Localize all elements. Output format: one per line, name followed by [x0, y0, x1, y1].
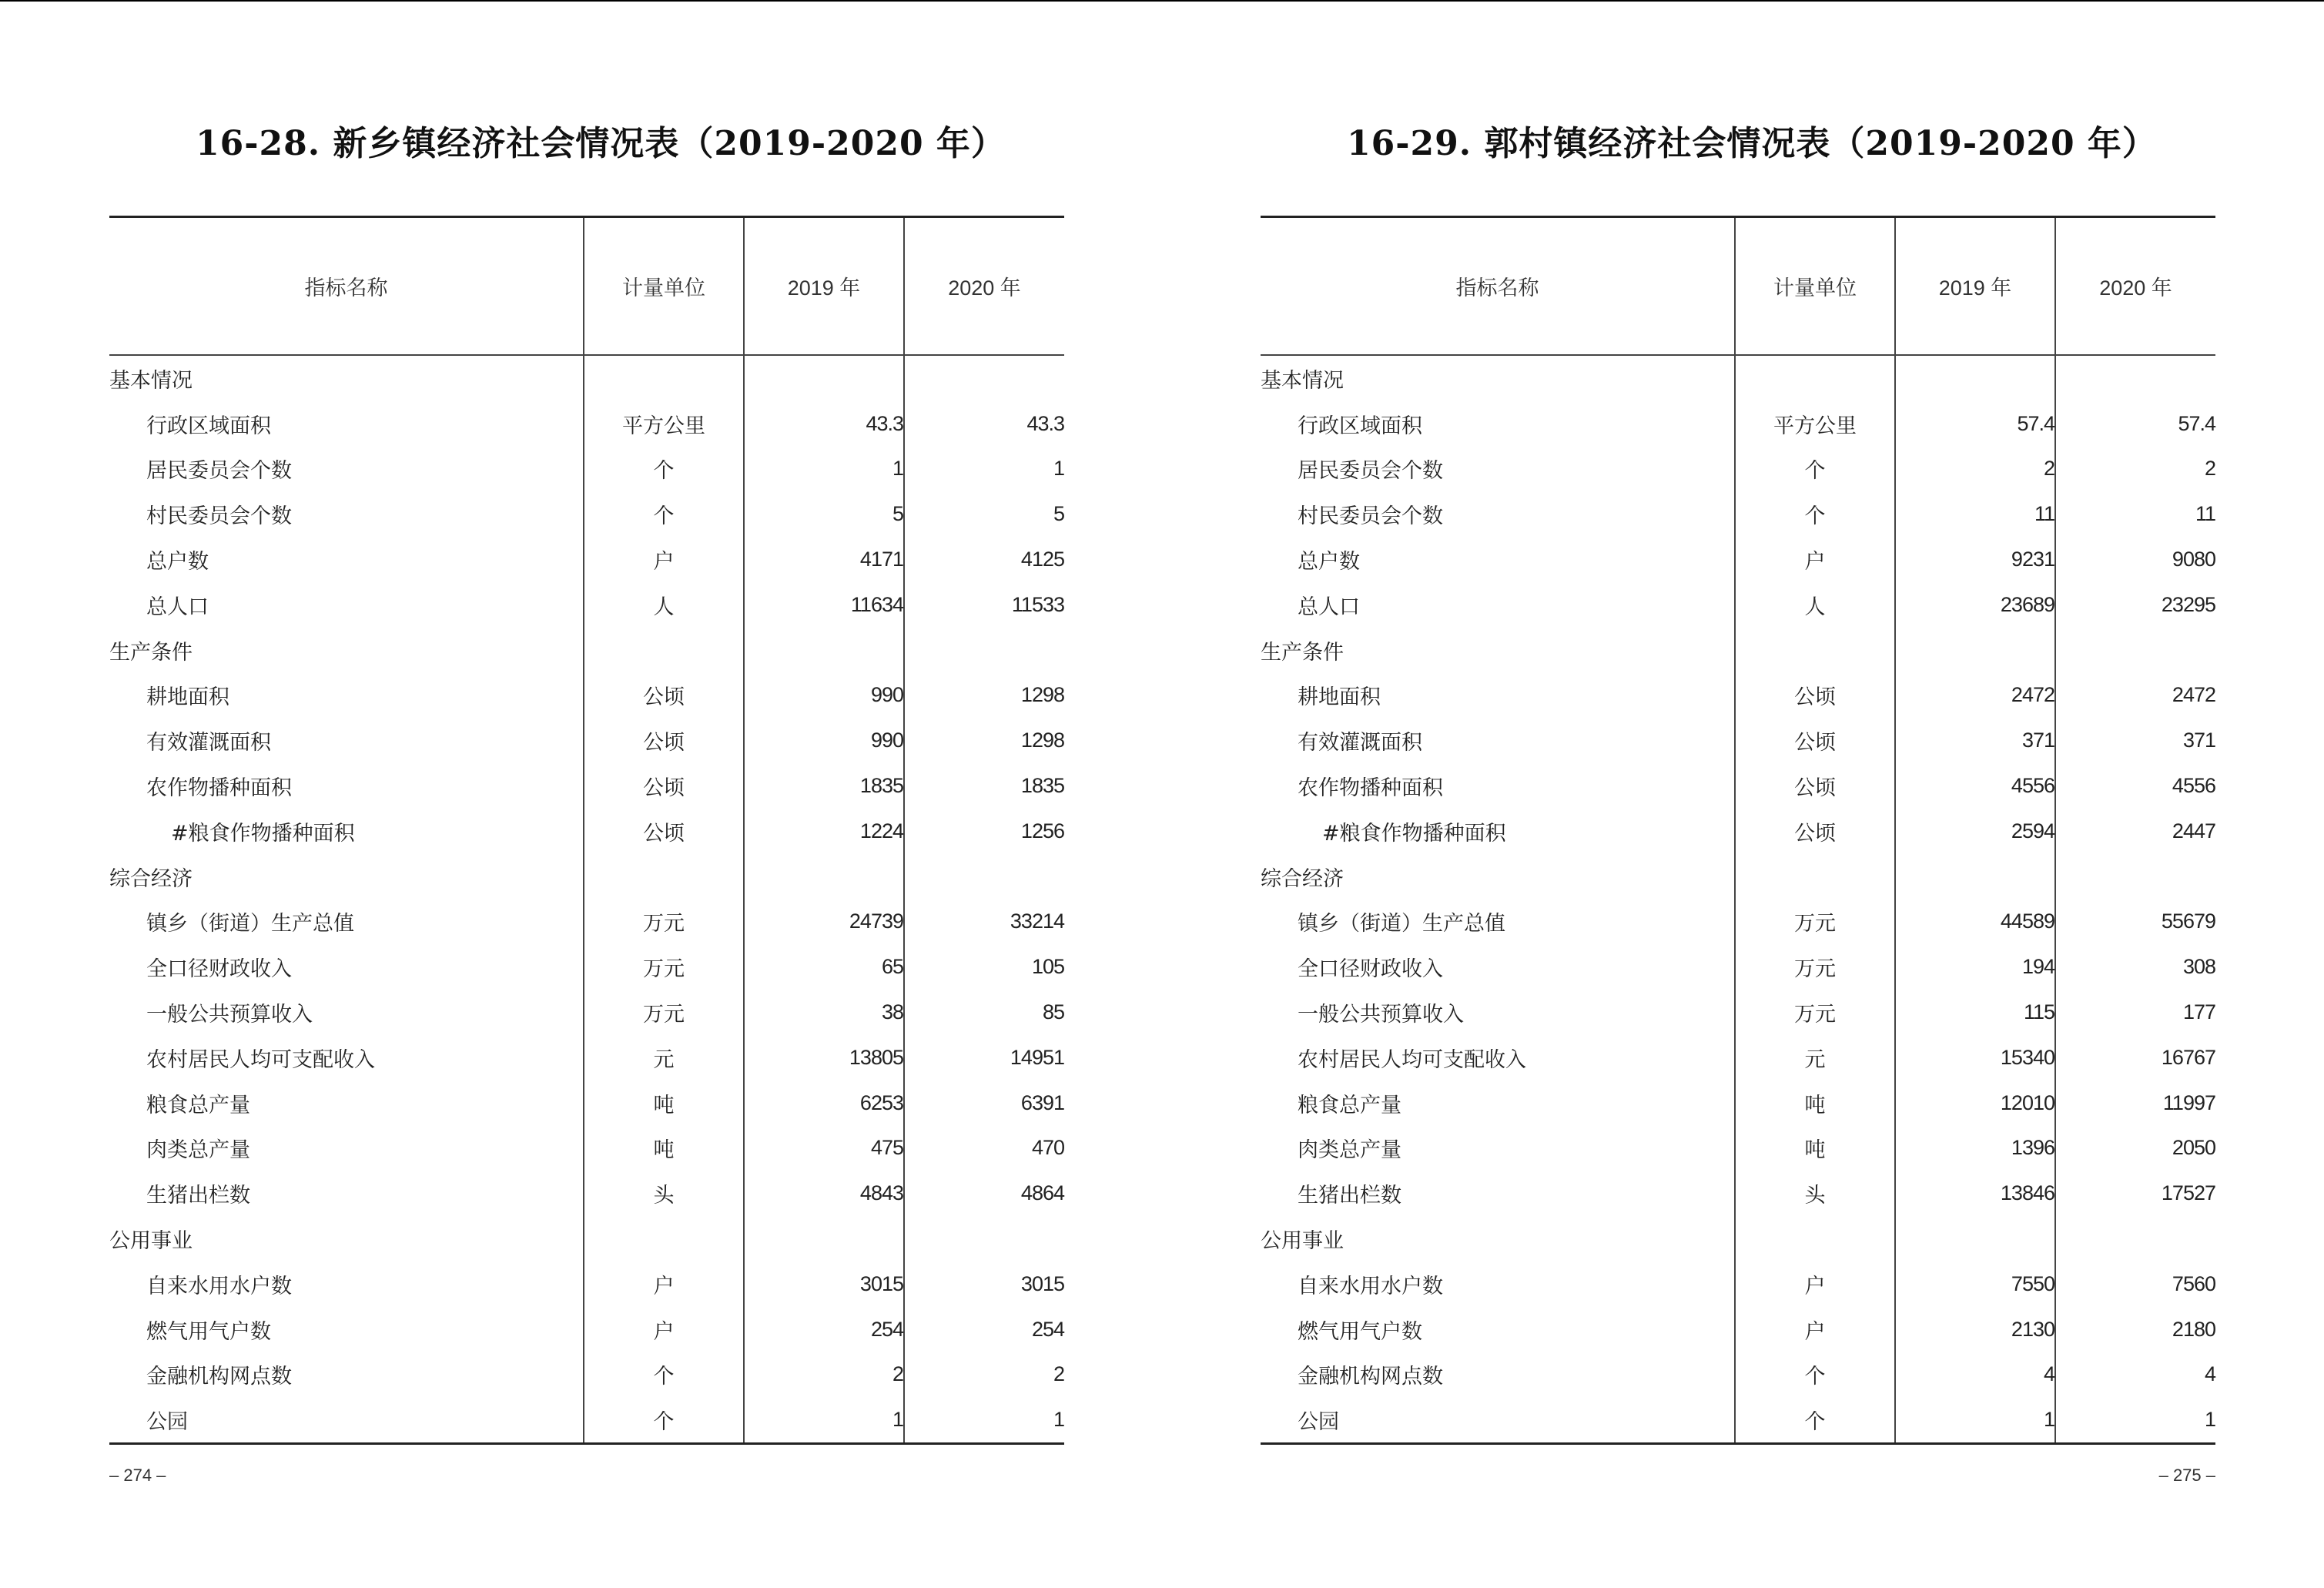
value-2020-cell: 7560	[2055, 1261, 2215, 1307]
value-2020-cell: 1	[904, 447, 1064, 492]
table-row	[1261, 944, 2215, 990]
value-2020-cell: 17527	[2055, 1171, 2215, 1216]
value-2019-cell: 44589	[1895, 900, 2055, 945]
header-row	[1261, 217, 2215, 356]
unit-cell: 户	[1735, 537, 1895, 582]
value-2019-cell: 43.3	[744, 401, 904, 447]
value-2020-cell: 2447	[2055, 809, 2215, 854]
table-row	[109, 1080, 1064, 1126]
value-2020-cell: 254	[904, 1307, 1064, 1352]
value-2020-cell	[2055, 355, 2215, 401]
value-2019-cell: 4556	[1895, 763, 2055, 809]
indicator-name-cell: #粮食作物播种面积	[171, 821, 355, 846]
table-row	[1261, 900, 2215, 945]
value-2020-cell: 177	[2055, 990, 2215, 1035]
value-2019-cell: 65	[744, 944, 904, 990]
indicator-name-cell: 总人口	[146, 595, 209, 619]
value-2019-cell: 2	[1895, 447, 2055, 492]
unit-cell: 个	[1735, 1352, 1895, 1398]
value-2020-cell: 57.4	[2055, 401, 2215, 447]
unit-cell: 个	[584, 447, 744, 492]
indicator-name-cell: 生猪出栏数	[146, 1184, 250, 1208]
indicator-name-cell: 粮食总产量	[146, 1093, 250, 1117]
table-row	[109, 1352, 1064, 1398]
header-2020: 2020 年	[904, 217, 1064, 356]
value-2020-cell: 16767	[2055, 1035, 2215, 1080]
value-2020-cell: 2050	[2055, 1126, 2215, 1171]
value-2019-cell: 1	[744, 1397, 904, 1443]
unit-cell: 万元	[1735, 944, 1895, 990]
value-2019-cell: 38	[744, 990, 904, 1035]
value-2019-cell: 2130	[1895, 1307, 2055, 1352]
value-2019-cell	[1895, 628, 2055, 673]
unit-cell: 吨	[584, 1126, 744, 1171]
section-row	[109, 854, 1064, 900]
value-2020-cell: 11	[2055, 491, 2215, 537]
indicator-name-cell: 肉类总产量	[1298, 1138, 1401, 1163]
indicator-name-cell: 总户数	[1298, 550, 1360, 575]
indicator-name-cell: 农作物播种面积	[1298, 776, 1443, 801]
unit-cell: 吨	[1735, 1080, 1895, 1126]
indicator-name-cell: 耕地面积	[1298, 685, 1381, 710]
indicator-name-cell: 基本情况	[1261, 368, 1344, 393]
value-2019-cell: 7550	[1895, 1261, 2055, 1307]
unit-cell: 公顷	[584, 809, 744, 854]
indicator-name-cell: 居民委员会个数	[146, 459, 292, 484]
unit-cell	[584, 854, 744, 900]
unit-cell: 万元	[1735, 900, 1895, 945]
table-row	[109, 447, 1064, 492]
unit-cell: 户	[1735, 1261, 1895, 1307]
table-row	[1261, 718, 2215, 763]
value-2020-cell: 1	[2055, 1397, 2215, 1443]
unit-cell: 人	[584, 582, 744, 628]
value-2020-cell: 1256	[904, 809, 1064, 854]
unit-cell: 户	[584, 1307, 744, 1352]
value-2020-cell: 5	[904, 491, 1064, 537]
value-2020-cell	[2055, 854, 2215, 900]
indicator-name-cell: 自来水用水户数	[146, 1274, 292, 1298]
value-2020-cell: 33214	[904, 900, 1064, 945]
value-2020-cell: 371	[2055, 718, 2215, 763]
unit-cell: 公顷	[584, 763, 744, 809]
unit-cell	[584, 1216, 744, 1261]
value-2020-cell	[904, 1216, 1064, 1261]
value-2019-cell: 1396	[1895, 1126, 2055, 1171]
value-2020-cell	[904, 628, 1064, 673]
table-row	[109, 1261, 1064, 1307]
indicator-name-cell: 农村居民人均可支配收入	[146, 1047, 375, 1072]
unit-cell: 头	[1735, 1171, 1895, 1216]
value-2019-cell: 13846	[1895, 1171, 2055, 1216]
value-2019-cell: 11	[1895, 491, 2055, 537]
table-row	[1261, 673, 2215, 719]
section-row	[109, 628, 1064, 673]
indicator-name-cell: 自来水用水户数	[1298, 1274, 1443, 1298]
value-2019-cell: 2594	[1895, 809, 2055, 854]
value-2020-cell: 14951	[904, 1035, 1064, 1080]
value-2019-cell: 24739	[744, 900, 904, 945]
stat-table-guocun	[1261, 216, 2215, 1445]
value-2019-cell: 1	[1895, 1397, 2055, 1443]
value-2019-cell: 1835	[744, 763, 904, 809]
value-2019-cell: 4	[1895, 1352, 2055, 1398]
unit-cell: 个	[1735, 447, 1895, 492]
table-row	[1261, 401, 2215, 447]
table-row	[1261, 1171, 2215, 1216]
table-row	[109, 990, 1064, 1035]
value-2020-cell: 1298	[904, 718, 1064, 763]
indicator-name-cell: 综合经济	[109, 866, 193, 891]
indicator-name-cell: 一般公共预算收入	[146, 1003, 313, 1027]
header-indicator: 指标名称	[109, 217, 584, 356]
table-row	[1261, 1352, 2215, 1398]
value-2019-cell	[1895, 1216, 2055, 1261]
value-2020-cell: 2180	[2055, 1307, 2215, 1352]
indicator-name-cell: 全口径财政收入	[1298, 957, 1443, 982]
unit-cell: 头	[584, 1171, 744, 1216]
value-2019-cell	[744, 1216, 904, 1261]
value-2020-cell	[904, 355, 1064, 401]
header-row	[109, 217, 1064, 356]
value-2020-cell	[2055, 628, 2215, 673]
section-row	[1261, 628, 2215, 673]
table-row	[109, 1397, 1064, 1443]
unit-cell	[1735, 854, 1895, 900]
table-row	[1261, 763, 2215, 809]
header-unit: 计量单位	[584, 217, 744, 356]
table-row	[1261, 1035, 2215, 1080]
indicator-name-cell: 镇乡（街道）生产总值	[1298, 912, 1505, 936]
unit-cell	[1735, 1216, 1895, 1261]
indicator-name-cell: 公园	[1298, 1410, 1339, 1435]
value-2020-cell	[904, 854, 1064, 900]
indicator-name-cell: 全口径财政收入	[146, 957, 292, 982]
unit-cell: 个	[584, 1352, 744, 1398]
value-2019-cell: 4171	[744, 537, 904, 582]
section-row	[109, 1216, 1064, 1261]
table-row	[109, 1126, 1064, 1171]
unit-cell	[1735, 355, 1895, 401]
unit-cell: 公顷	[1735, 809, 1895, 854]
value-2020-cell: 55679	[2055, 900, 2215, 945]
table-row	[109, 401, 1064, 447]
section-row	[1261, 355, 2215, 401]
value-2019-cell: 254	[744, 1307, 904, 1352]
table-row	[109, 1307, 1064, 1352]
value-2019-cell: 1	[744, 447, 904, 492]
indicator-name-cell: 农村居民人均可支配收入	[1298, 1047, 1526, 1072]
value-2019-cell: 5	[744, 491, 904, 537]
value-2019-cell: 9231	[1895, 537, 2055, 582]
unit-cell: 吨	[1735, 1126, 1895, 1171]
indicator-name-cell: 生产条件	[109, 640, 193, 665]
unit-cell	[1735, 628, 1895, 673]
unit-cell	[584, 355, 744, 401]
unit-cell: 公顷	[584, 673, 744, 719]
value-2019-cell	[1895, 854, 2055, 900]
left-page	[100, 0, 1101, 1588]
table-row	[109, 491, 1064, 537]
unit-cell: 万元	[584, 990, 744, 1035]
table-row	[109, 809, 1064, 854]
table-row	[109, 673, 1064, 719]
value-2019-cell: 2	[744, 1352, 904, 1398]
header-2019: 2019 年	[744, 217, 904, 356]
value-2020-cell: 43.3	[904, 401, 1064, 447]
unit-cell: 个	[1735, 1397, 1895, 1443]
table-row	[1261, 1397, 2215, 1443]
indicator-name-cell: 行政区域面积	[1298, 414, 1422, 438]
section-row	[1261, 854, 2215, 900]
unit-cell	[584, 628, 744, 673]
page-number: – 275 –	[2158, 1466, 2215, 1485]
indicator-name-cell: 公用事业	[1261, 1229, 1344, 1254]
value-2019-cell: 3015	[744, 1261, 904, 1307]
table-row	[109, 718, 1064, 763]
value-2019-cell	[1895, 355, 2055, 401]
indicator-name-cell: 生产条件	[1261, 640, 1344, 665]
table-row	[109, 763, 1064, 809]
value-2020-cell: 11533	[904, 582, 1064, 628]
value-2019-cell: 990	[744, 673, 904, 719]
value-2019-cell: 371	[1895, 718, 2055, 763]
unit-cell: 元	[584, 1035, 744, 1080]
unit-cell: 万元	[584, 944, 744, 990]
table-row	[109, 1171, 1064, 1216]
table-row	[1261, 1307, 2215, 1352]
unit-cell: 个	[584, 491, 744, 537]
value-2019-cell: 15340	[1895, 1035, 2055, 1080]
value-2019-cell: 12010	[1895, 1080, 2055, 1126]
table-row	[1261, 491, 2215, 537]
table-row	[109, 1035, 1064, 1080]
value-2020-cell: 1298	[904, 673, 1064, 719]
section-row	[1261, 1216, 2215, 1261]
table-row	[1261, 582, 2215, 628]
table-row	[1261, 990, 2215, 1035]
value-2019-cell: 1224	[744, 809, 904, 854]
value-2020-cell: 2	[2055, 447, 2215, 492]
indicator-name-cell: 金融机构网点数	[1298, 1365, 1443, 1389]
indicator-name-cell: 居民委员会个数	[1298, 459, 1443, 484]
indicator-name-cell: 镇乡（街道）生产总值	[146, 912, 354, 936]
indicator-name-cell: 金融机构网点数	[146, 1365, 292, 1389]
indicator-name-cell: 粮食总产量	[1298, 1093, 1401, 1117]
value-2019-cell: 2472	[1895, 673, 2055, 719]
indicator-name-cell: #粮食作物播种面积	[1322, 821, 1506, 846]
section-row	[109, 355, 1064, 401]
indicator-name-cell: 行政区域面积	[146, 414, 271, 438]
value-2020-cell: 3015	[904, 1261, 1064, 1307]
value-2019-cell: 13805	[744, 1035, 904, 1080]
header-2019: 2019 年	[1895, 217, 2055, 356]
value-2019-cell: 475	[744, 1126, 904, 1171]
unit-cell: 万元	[584, 900, 744, 945]
value-2019-cell: 990	[744, 718, 904, 763]
table-row	[1261, 537, 2215, 582]
value-2020-cell: 308	[2055, 944, 2215, 990]
indicator-name-cell: 综合经济	[1261, 866, 1344, 891]
value-2020-cell: 2	[904, 1352, 1064, 1398]
unit-cell: 公顷	[1735, 673, 1895, 719]
value-2020-cell: 85	[904, 990, 1064, 1035]
unit-cell: 平方公里	[584, 401, 744, 447]
value-2019-cell	[744, 628, 904, 673]
value-2019-cell: 194	[1895, 944, 2055, 990]
unit-cell: 户	[584, 1261, 744, 1307]
unit-cell: 公顷	[584, 718, 744, 763]
unit-cell: 公顷	[1735, 763, 1895, 809]
table-title: 16-28. 新乡镇经济社会情况表（2019-2020 年）	[196, 124, 1006, 163]
value-2019-cell: 4843	[744, 1171, 904, 1216]
stat-table-xinxiang	[109, 216, 1064, 1445]
unit-cell: 个	[584, 1397, 744, 1443]
right-page	[1251, 0, 2252, 1588]
value-2020-cell: 6391	[904, 1080, 1064, 1126]
unit-cell: 万元	[1735, 990, 1895, 1035]
unit-cell: 户	[584, 537, 744, 582]
table-row	[1261, 1080, 2215, 1126]
table-row	[1261, 1126, 2215, 1171]
unit-cell: 公顷	[1735, 718, 1895, 763]
value-2019-cell	[744, 355, 904, 401]
unit-cell: 户	[1735, 1307, 1895, 1352]
value-2020-cell: 11997	[2055, 1080, 2215, 1126]
indicator-name-cell: 基本情况	[109, 368, 193, 393]
value-2020-cell: 1835	[904, 763, 1064, 809]
value-2020-cell: 1	[904, 1397, 1064, 1443]
indicator-name-cell: 公用事业	[109, 1229, 193, 1254]
unit-cell: 人	[1735, 582, 1895, 628]
value-2020-cell: 4556	[2055, 763, 2215, 809]
value-2020-cell: 2472	[2055, 673, 2215, 719]
table-row	[1261, 809, 2215, 854]
value-2019-cell: 115	[1895, 990, 2055, 1035]
value-2019-cell: 57.4	[1895, 401, 2055, 447]
page-number: – 274 –	[109, 1466, 166, 1485]
indicator-name-cell: 耕地面积	[146, 685, 229, 710]
header-indicator: 指标名称	[1261, 217, 1735, 356]
indicator-name-cell: 生猪出栏数	[1298, 1184, 1401, 1208]
table-row	[1261, 447, 2215, 492]
header-unit: 计量单位	[1735, 217, 1895, 356]
indicator-name-cell: 农作物播种面积	[146, 776, 292, 801]
value-2019-cell: 6253	[744, 1080, 904, 1126]
indicator-name-cell: 公园	[146, 1410, 188, 1435]
indicator-name-cell: 总户数	[146, 550, 209, 575]
indicator-name-cell: 有效灌溉面积	[1298, 731, 1422, 755]
indicator-name-cell: 燃气用气户数	[1298, 1319, 1422, 1344]
value-2020-cell: 470	[904, 1126, 1064, 1171]
indicator-name-cell: 燃气用气户数	[146, 1319, 271, 1344]
unit-cell: 吨	[584, 1080, 744, 1126]
table-row	[1261, 1261, 2215, 1307]
header-2020: 2020 年	[2055, 217, 2215, 356]
indicator-name-cell: 村民委员会个数	[1298, 504, 1443, 529]
value-2019-cell: 23689	[1895, 582, 2055, 628]
table-title: 16-29. 郭村镇经济社会情况表（2019-2020 年）	[1347, 124, 2157, 163]
value-2020-cell: 4	[2055, 1352, 2215, 1398]
table-row	[109, 900, 1064, 945]
table-row	[109, 582, 1064, 628]
table-row	[109, 537, 1064, 582]
value-2020-cell: 4125	[904, 537, 1064, 582]
value-2020-cell: 105	[904, 944, 1064, 990]
indicator-name-cell: 肉类总产量	[146, 1138, 250, 1163]
indicator-name-cell: 村民委员会个数	[146, 504, 292, 529]
value-2020-cell: 23295	[2055, 582, 2215, 628]
value-2019-cell	[744, 854, 904, 900]
indicator-name-cell: 总人口	[1298, 595, 1360, 619]
indicator-name-cell: 有效灌溉面积	[146, 731, 271, 755]
unit-cell: 平方公里	[1735, 401, 1895, 447]
value-2020-cell: 4864	[904, 1171, 1064, 1216]
indicator-name-cell: 一般公共预算收入	[1298, 1003, 1464, 1027]
value-2020-cell	[2055, 1216, 2215, 1261]
value-2019-cell: 11634	[744, 582, 904, 628]
value-2020-cell: 9080	[2055, 537, 2215, 582]
unit-cell: 元	[1735, 1035, 1895, 1080]
table-row	[109, 944, 1064, 990]
unit-cell: 个	[1735, 491, 1895, 537]
